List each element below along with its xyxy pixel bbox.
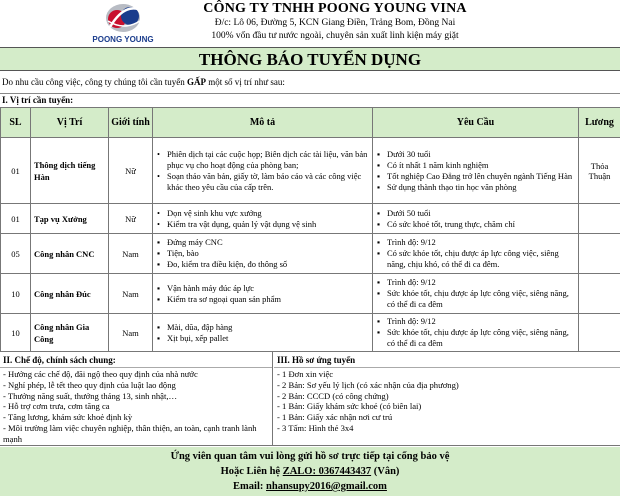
intro-before: Do nhu cầu công việc, công ty chúng tôi cần tuyển bbox=[2, 77, 187, 87]
table-row bbox=[1, 314, 620, 352]
email-prefix: Email: bbox=[233, 481, 267, 492]
description-item: ▪ Vận hành máy đúc áp lực bbox=[157, 283, 368, 294]
row-description bbox=[153, 274, 373, 314]
description-item: ▪ Kiểm tra sơ ngoại quan sản phẩm bbox=[157, 294, 368, 305]
company-tagline: 100% vốn đầu tư nước ngoài, chuyên sản xuất linh kiện máy giặt bbox=[211, 31, 459, 41]
list-item: - Thưởng năng suất, thưởng tháng 13, sinh nhật,… bbox=[3, 390, 178, 401]
intro-text bbox=[2, 77, 285, 87]
logo-mark-icon bbox=[84, 1, 162, 35]
intro-after: một số vị trí như sau: bbox=[205, 77, 285, 87]
row-position: Tạp vụ Xưởng bbox=[31, 204, 109, 234]
row-sl: 10 bbox=[1, 314, 31, 352]
row-position: Công nhân Gia Công bbox=[31, 314, 109, 352]
header-position: Vị Trí bbox=[31, 108, 109, 138]
contact-line-email bbox=[0, 479, 620, 494]
requirement-item: ▪ Dưới 30 tuổi bbox=[377, 149, 574, 160]
company-address: Đ/c: Lô 06, Đường 5, KCN Giang Điền, Trảng Bom, Đồng Nai bbox=[214, 18, 456, 28]
row-position: Công nhân Đúc bbox=[31, 274, 109, 314]
requirement-item: ▪ Dưới 50 tuổi bbox=[377, 208, 574, 219]
page-title: THÔNG BÁO TUYỂN DỤNG bbox=[0, 47, 620, 71]
section-documents bbox=[274, 352, 620, 445]
header-description: Mô tả bbox=[153, 108, 373, 138]
intro-highlight: GẤP bbox=[186, 77, 206, 87]
header-requirements: Yêu Cầu bbox=[373, 108, 579, 138]
description-item: • Soạn thảo văn bản, giấy tờ, làm báo cáo và các công việc khác theo yêu cầu của cấp trên. bbox=[157, 171, 368, 193]
logo-text: POONG YOUNG bbox=[92, 35, 154, 44]
row-description bbox=[153, 138, 373, 204]
contact-footer bbox=[0, 447, 620, 496]
list-item: - Tăng lương, khám sức khoẻ định kỳ bbox=[3, 412, 133, 423]
row-requirements bbox=[373, 138, 579, 204]
header-sl: SL bbox=[1, 108, 31, 138]
description-item: ▪ Đứng máy CNC bbox=[157, 237, 368, 248]
policy-list bbox=[0, 368, 272, 446]
company-logo bbox=[84, 1, 162, 45]
table-row bbox=[1, 234, 620, 274]
table-row bbox=[1, 204, 620, 234]
row-gender: Nam bbox=[109, 274, 153, 314]
header-salary: Lương bbox=[579, 108, 620, 138]
section-policy bbox=[0, 352, 273, 445]
description-item: ▪ Xịt bụi, xếp pallet bbox=[157, 333, 368, 344]
contact-line-zalo bbox=[0, 464, 620, 479]
list-item: - 2 Bản: Sơ yếu lý lịch (có xác nhận của địa phương) bbox=[277, 379, 459, 390]
table-row bbox=[1, 274, 620, 314]
zalo-prefix: Hoặc Liên hệ bbox=[220, 466, 283, 477]
policy-and-documents bbox=[0, 351, 620, 446]
row-sl: 01 bbox=[1, 138, 31, 204]
list-item: - Hỗ trợ cơm trưa, cơm tăng ca bbox=[3, 401, 110, 412]
requirement-item: ▪ Trình độ: 9/12 bbox=[377, 277, 574, 288]
row-description bbox=[153, 314, 373, 352]
description-item: • Dọn vệ sinh khu vực xưởng bbox=[157, 208, 368, 219]
table-row bbox=[1, 138, 620, 204]
row-salary: Thỏa Thuận bbox=[579, 138, 620, 204]
list-item: - 1 Bản: Giấy khám sức khoẻ (có biên lai) bbox=[277, 401, 422, 412]
section-positions-title: I. Vị trí cần tuyển: bbox=[0, 93, 620, 106]
row-description bbox=[153, 204, 373, 234]
row-requirements bbox=[373, 274, 579, 314]
row-salary bbox=[579, 274, 620, 314]
list-item: - 1 Bản: Giấy xác nhận nơi cư trú bbox=[277, 412, 393, 423]
letterhead bbox=[0, 0, 620, 46]
contact-line-submit: Ứng viên quan tâm vui lòng gửi hồ sơ trực tiếp tại cổng bảo vệ bbox=[170, 451, 450, 462]
list-item: - Hưởng các chế độ, đãi ngộ theo quy định của nhà nước bbox=[3, 369, 198, 379]
row-salary bbox=[579, 234, 620, 274]
row-salary bbox=[579, 314, 620, 352]
section-policy-title: II. Chế độ, chính sách chung: bbox=[0, 352, 272, 368]
row-requirements bbox=[373, 314, 579, 352]
description-item: ▪ Mài, dũa, đập hàng bbox=[157, 322, 368, 333]
row-gender: Nữ bbox=[109, 204, 153, 234]
row-salary bbox=[579, 204, 620, 234]
list-item: - Nghỉ phép, lễ tết theo quy định của luật lao động bbox=[3, 379, 176, 390]
zalo-suffix: (Vân) bbox=[371, 466, 400, 477]
requirement-item: ▪ Có sức khoẻ tốt, trung thực, chăm chỉ bbox=[377, 219, 574, 230]
row-requirements bbox=[373, 204, 579, 234]
description-item: • Kiểm tra vật dụng, quản lý vật dụng vệ sinh bbox=[157, 219, 368, 230]
list-item: - Môi trường làm việc chuyên nghiệp, thân thiện, an toàn, cạnh tranh lành mạnh bbox=[3, 422, 257, 444]
row-gender: Nam bbox=[109, 314, 153, 352]
requirement-item: ▪ Trình độ: 9/12 bbox=[377, 316, 574, 327]
row-position: Công nhân CNC bbox=[31, 234, 109, 274]
header-gender: Giới tính bbox=[109, 108, 153, 138]
row-gender: Nữ bbox=[109, 138, 153, 204]
row-sl: 10 bbox=[1, 274, 31, 314]
description-item: • Phiên dịch tại các cuộc họp; Biên dịch các tài liệu, văn bản phục vụ cho hoạt động của phòng ban; bbox=[157, 149, 368, 171]
documents-list bbox=[274, 368, 620, 435]
row-sl: 05 bbox=[1, 234, 31, 274]
requirement-item: ▪ Có sức khỏe tốt, chịu được áp lực công việc, siêng năng, chịu khó, có thể đi ca đêm. bbox=[377, 248, 574, 270]
description-item: ▪ Đo, kiểm tra điều kiện, đo thông số bbox=[157, 259, 368, 270]
section-documents-title: III. Hồ sơ ứng tuyển bbox=[274, 352, 620, 368]
row-description bbox=[153, 234, 373, 274]
requirement-item: ▪ Trình độ: 9/12 bbox=[377, 237, 574, 248]
row-requirements bbox=[373, 234, 579, 274]
requirement-item: ▪ Sức khỏe tốt, chịu được áp lực công việc, siêng năng, có thể đi ca đêm bbox=[377, 327, 574, 349]
list-item: - 2 Bản: CCCD (có công chứng) bbox=[277, 390, 389, 401]
table-header-row bbox=[1, 108, 620, 138]
row-sl: 01 bbox=[1, 204, 31, 234]
row-position: Thông dịch tiếng Hàn bbox=[31, 138, 109, 204]
company-name: CÔNG TY TNHH POONG YOUNG VINA bbox=[203, 1, 467, 16]
list-item: - 3 Tấm: Hình thẻ 3x4 bbox=[277, 422, 354, 433]
row-gender: Nam bbox=[109, 234, 153, 274]
description-item: ▪ Tiện, bào bbox=[157, 248, 368, 259]
email-link[interactable]: nhansupy2016@gmail.com bbox=[266, 481, 387, 492]
list-item: - 1 Đơn xin việc bbox=[277, 369, 334, 379]
requirement-item: ▪ Sử dụng thành thạo tin học văn phòng bbox=[377, 182, 574, 193]
requirement-item: ▪ Có ít nhất 1 năm kinh nghiệm bbox=[377, 160, 574, 171]
zalo-link[interactable]: ZALO: 0367443437 bbox=[282, 466, 372, 477]
requirement-item: ▪ Tốt nghiệp Cao Đẳng trở lên chuyên ngành Tiếng Hàn bbox=[377, 171, 574, 182]
jobs-table bbox=[0, 107, 620, 352]
requirement-item: ▪ Sức khỏe tốt, chịu được áp lực công việc, siêng năng, có thể đi ca đêm bbox=[377, 288, 574, 310]
